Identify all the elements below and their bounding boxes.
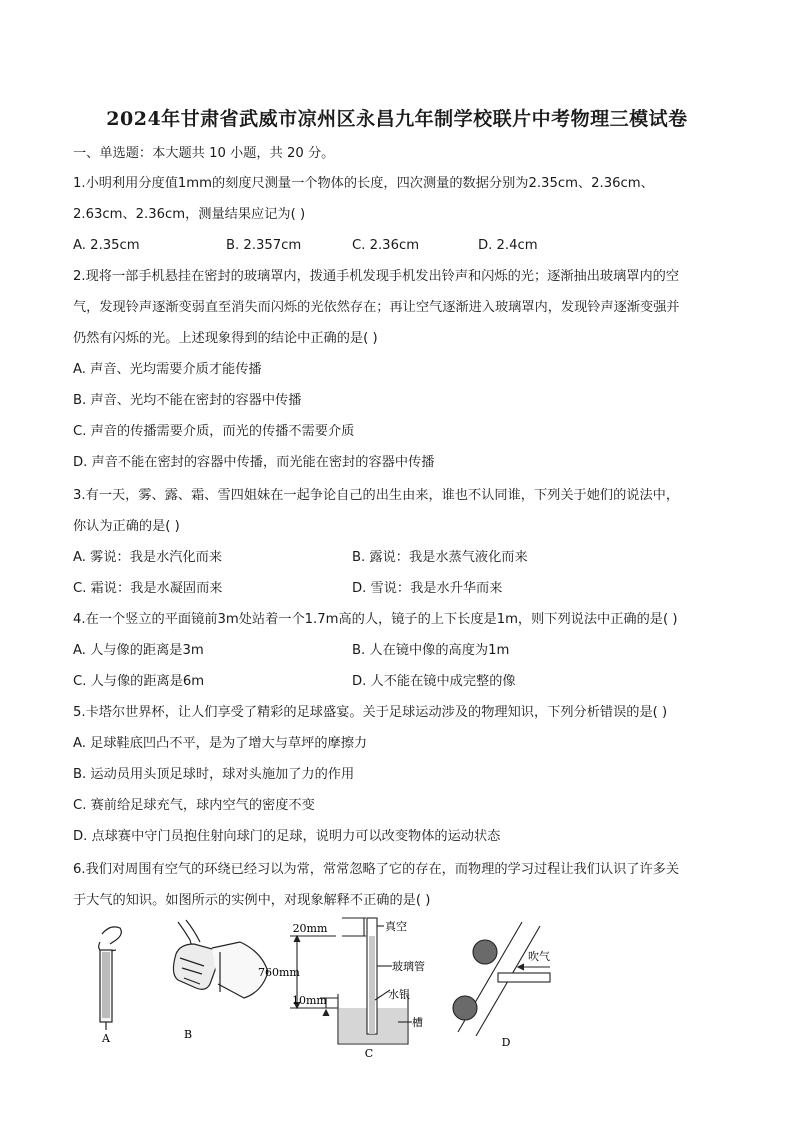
- figure-d-two-balls-illustration: [453, 922, 550, 1036]
- figure-label-d: D: [501, 1036, 511, 1049]
- q6-figure: [80, 912, 740, 1062]
- q1-line-1: 1.小明利用分度值1mm的刻度尺测量一个物体的长度，四次测量的数据分别为2.35cm、2.36cm、: [73, 176, 654, 191]
- q2-option-a: A. 声音、光均需要介质才能传播: [73, 362, 262, 377]
- figure-b-cup-card-illustration: [173, 920, 268, 998]
- q5-line-1: 5.卡塔尔世界杯，让人们享受了精彩的足球盛宴。关于足球运动涉及的物理知识，下列分析错误的是( ): [73, 705, 668, 720]
- figure-d-blow-label: 吹气: [528, 950, 550, 963]
- q1-option-c: C. 2.36cm: [352, 238, 420, 253]
- page-title: 2024年甘肃省武威市凉州区永昌九年制学校联片中考物理三模试卷: [106, 108, 688, 130]
- q5-option-b: B. 运动员用头顶足球时，球对头施加了力的作用: [73, 767, 355, 782]
- figure-c-top-gap: 20mm: [292, 922, 328, 935]
- q4-line-1: 4.在一个竖立的平面镜前3m处站着一个1.7m高的人，镜子的上下长度是1m，则下列说法中正确的是( ): [73, 612, 678, 627]
- q1-option-a: A. 2.35cm: [73, 238, 140, 253]
- figure-c-torricelli-illustration: [290, 918, 412, 1044]
- q3-option-d: D. 雪说：我是水升华而来: [352, 581, 503, 596]
- q4-option-d: D. 人不能在镜中成完整的像: [352, 674, 516, 689]
- q6-line-1: 6.我们对周围有空气的环绕已经习以为常，常常忽略了它的存在，而物理的学习过程让我们认识了许多关: [73, 862, 680, 877]
- q2-line-1: 2.现将一部手机悬挂在密封的玻璃罩内，拨通手机发现手机发出铃声和闪烁的光；逐渐抽出玻璃罩内的空: [73, 269, 680, 284]
- q4-option-a: A. 人与像的距离是3m: [73, 643, 204, 658]
- q2-line-3: 仍然有闪烁的光。上述现象得到的结论中正确的是( ): [73, 331, 378, 346]
- figure-label-a: A: [102, 1032, 110, 1045]
- figure-c-mercury-label: 水银: [388, 988, 410, 1001]
- q1-line-2: 2.63cm、2.36cm，测量结果应记为( ): [73, 207, 306, 222]
- figure-c-tube-label: 玻璃管: [392, 960, 425, 973]
- q1-option-b: B. 2.357cm: [226, 238, 302, 253]
- figure-label-b: B: [183, 1028, 193, 1041]
- q4-option-c: C. 人与像的距离是6m: [73, 674, 205, 689]
- q1-option-d: D. 2.4cm: [478, 238, 538, 253]
- q3-option-c: C. 霜说：我是水凝固而来: [73, 581, 223, 596]
- q2-option-c: C. 声音的传播需要介质，而光的传播不需要介质: [73, 424, 355, 439]
- q2-line-2: 气，发现铃声逐渐变弱直至消失而闪烁的光依然存在；再让空气逐渐进入玻璃罩内，发现铃声逐渐变强并: [73, 300, 680, 315]
- figure-c-height-label: 760mm: [258, 966, 300, 979]
- figure-a-tube-illustration: [99, 927, 122, 1030]
- q3-option-a: A. 雾说：我是水汽化而来: [73, 550, 223, 565]
- q3-line-2: 你认为正确的是( ): [73, 519, 180, 534]
- figure-label-c: C: [364, 1047, 374, 1060]
- figure-c-vacuum-label: 真空: [385, 920, 407, 933]
- q6-line-2: 于大气的知识。如图所示的实例中，对现象解释不正确的是( ): [73, 893, 431, 908]
- section-heading: 一、单选题：本大题共 10 小题，共 20 分。: [73, 146, 335, 161]
- q2-option-b: B. 声音、光均不能在密封的容器中传播: [73, 393, 302, 408]
- q5-option-d: D. 点球赛中守门员抱住射向球门的足球，说明力可以改变物体的运动状态: [73, 829, 501, 844]
- figure-c-trough-label: 槽: [412, 1016, 423, 1029]
- q5-option-a: A. 足球鞋底凹凸不平，是为了增大与草坪的摩擦力: [73, 736, 368, 751]
- q3-line-1: 3.有一天，雾、露、霜、雪四姐妹在一起争论自己的出生由来，谁也不认同谁，下列关于她们的说法中，: [73, 488, 680, 503]
- q5-option-c: C. 赛前给足球充气，球内空气的密度不变: [73, 798, 315, 813]
- q2-option-d: D. 声音不能在密封的容器中传播，而光能在密封的容器中传播: [73, 455, 435, 470]
- q3-option-b: B. 露说：我是水蒸气液化而来: [352, 550, 528, 565]
- figure-c-bottom-gap: 10mm: [292, 994, 327, 1007]
- q4-option-b: B. 人在镜中像的高度为1m: [352, 643, 510, 658]
